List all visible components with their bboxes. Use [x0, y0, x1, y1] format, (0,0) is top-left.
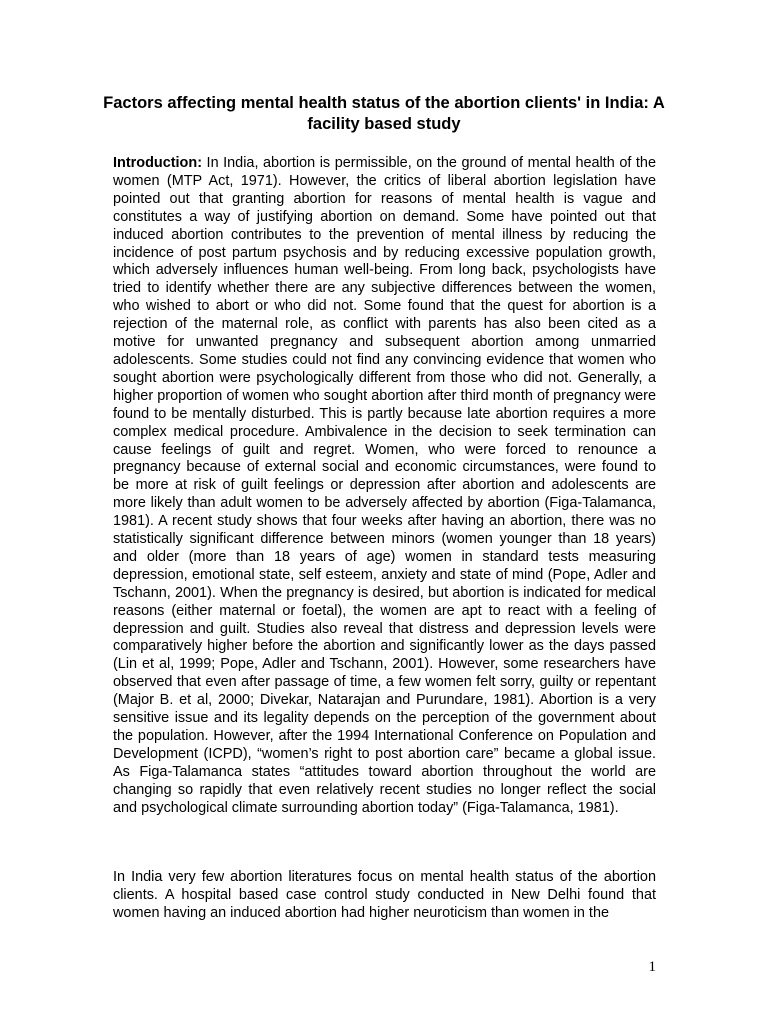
document-title: Factors affecting mental health status of the abortion clients' in India: A facility based study: [103, 94, 665, 133]
second-paragraph: [113, 869, 656, 923]
introduction-text: In India, abortion is permissible, on the ground of mental health of the women (MTP Act, 1971). However, the critics of liberal abortion legislation have pointed out that granting abortion for reasons of mental health is vague and constitutes a way of justifying abortion on demand. Some have pointed out that induced abortion contributes to the prevention of mental illness by reducing the incidence of post partum psychosis and by reducing excessive population growth, which adversely influences human well-being. From long back, psychologists have tried to identify whether there are any subjective differences between the women, who wished to abort or who did not. Some found that the quest for abortion is a rejection of the maternal role, as conflict with parents has also been cited as a motive for unwanted pregnancy and subsequent abortion among unmarried adolescents. Some studies could not find any convincing evidence that women who sought abortion were psychologically different from those who did not. Generally, a higher proportion of women who sought abortion after third month of pregnancy were found to be mentally disturbed. This is partly because late abortion requires a more complex medical procedure. Ambivalence in the decision to seek termination can cause feelings of guilt and regret. Women, who were forced to renounce a pregnancy because of external social and economic circumstances, were found to be more at risk of guilt feelings or depression after abortion and adolescents are more likely than adult women to be adversely affected by abortion (Figa-Talamanca, 1981). A recent study shows that four weeks after having an abortion, there was no statistically significant difference between minors (women younger than 18 years) and older (more than 18 years of age) women in standard tests measuring depression, emotional state, self esteem, anxiety and state of mind (Pope, Adler and Tschann, 2001). When the pregnancy is desired, but abortion is indicated for medical reasons (either maternal or foetal), the women are apt to react with a feeling of depression and guilt. Studies also reveal that distress and depression levels were comparatively higher before the abortion and significantly lower as the days passed (Lin et al, 1999; Pope, Adler and Tschann, 2001). However, some researchers have observed that even after passage of time, a few women felt sorry, guilty or repentant (Major B. et al, 2000; Divekar, Natarajan and Purundare, 1981). Abortion is a very sensitive issue and its legality depends on the perception of the government about the population. However, after the 1994 International Conference on Population and Development (ICPD), “women’s right to post abortion care” became a global issue. As Figa-Talamanca states “attitudes toward abortion throughout the world are changing so rapidly that even relatively recent studies no longer reflect the social and psychological climate surrounding abortion today” (Figa-Talamanca, 1981).: [113, 155, 656, 816]
second-paragraph-text: In India very few abortion literatures focus on mental health status of the abortion clients. A hospital based case control study conducted in New Delhi found that women having an induced abortion had higher neuroticism than women in the: [113, 869, 656, 921]
introduction-paragraph: [113, 155, 656, 818]
page-number: 1: [648, 959, 656, 975]
introduction-heading: Introduction:: [113, 155, 203, 171]
